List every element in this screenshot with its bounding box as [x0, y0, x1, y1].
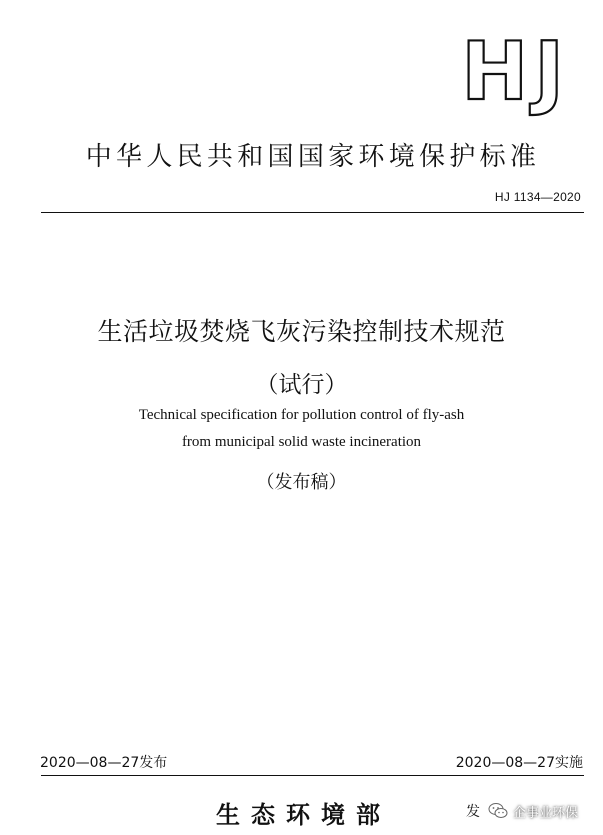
issuing-suffix: 发 [466, 804, 480, 820]
standard-number: HJ 1134—2020 [494, 190, 581, 204]
watermark-text: 企事业环保 [513, 805, 579, 821]
organization-title: 中华人民共和国国家环境保护标准 [85, 142, 541, 172]
wechat-icon [488, 802, 508, 820]
draft-note: （发布稿） [256, 472, 347, 493]
issue-date: 2020—08—27发布 [40, 755, 168, 771]
trial-note: （试行） [255, 372, 348, 398]
watermark [488, 798, 578, 824]
effective-date: 2020—08—27实施 [455, 755, 583, 771]
footer-divider [41, 775, 584, 776]
document-title-chinese: 生活垃圾焚烧飞灰污染控制技术规范 [97, 317, 506, 346]
document-title-english-line1: Technical specification for pollution control of fly-ash [138, 407, 465, 423]
issuing-authority: 生态环境部 [216, 801, 391, 829]
hj-logo: HJ [461, 25, 570, 118]
header-divider [41, 212, 584, 213]
document-title-english-line2: from municipal solid waste incineration [181, 434, 422, 450]
